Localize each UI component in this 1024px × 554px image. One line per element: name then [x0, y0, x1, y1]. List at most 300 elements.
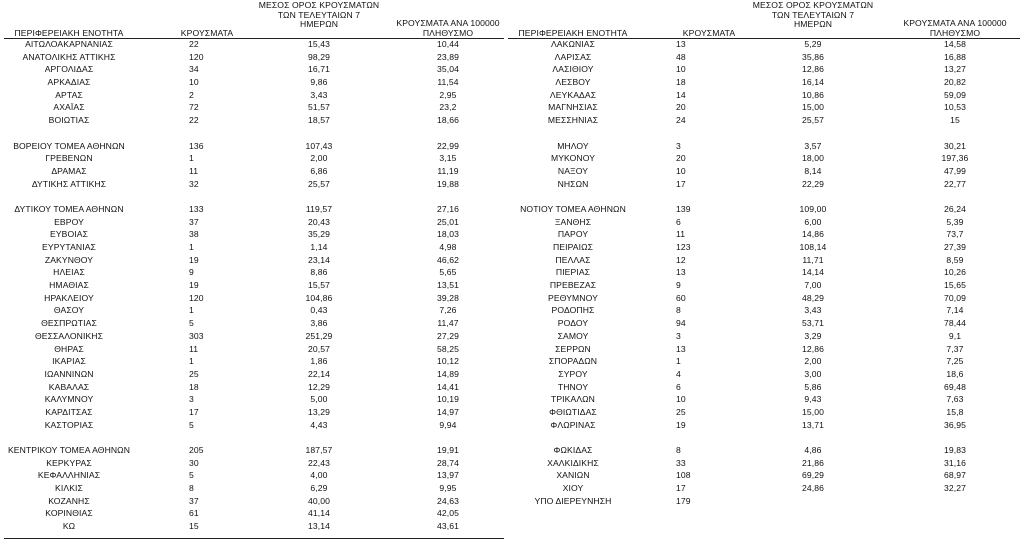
cell-region: ΣΥΡΟΥ: [558, 368, 588, 379]
table-row: [508, 165, 1022, 178]
cell-region: ΞΑΝΘΗΣ: [554, 216, 592, 227]
cell-region: ΛΑΣΙΘΙΟΥ: [552, 64, 594, 75]
cell-avg: 13,71: [801, 419, 824, 430]
cell-avg: 10,86: [801, 89, 824, 100]
cell-avg: 0,43: [310, 305, 328, 316]
cell-per100k: 24,63: [436, 495, 459, 506]
cell-cases: 6: [676, 381, 681, 392]
cell-per100k: 7,25: [946, 356, 964, 367]
header-avg: ΜΕΣΟΣ ΟΡΟΣ ΚΡΟΥΣΜΑΤΩΝ ΤΩΝ ΤΕΛΕΥΤΑΙΩΝ 7 ΗΜΕΡΩΝ: [258, 0, 380, 29]
cell-cases: 22: [189, 115, 199, 126]
cell-avg: 20,57: [307, 343, 330, 354]
cell-region: ΑΙΤΩΛΟΑΚΑΡΝΑΝΙΑΣ: [25, 39, 113, 49]
bottom-rule: [4, 538, 504, 539]
cell-region: ΔΡΑΜΑΣ: [51, 165, 87, 176]
cell-avg: 15,57: [307, 280, 330, 291]
table-row: [508, 393, 1022, 406]
cell-per100k: 26,24: [943, 203, 966, 214]
cell-region: ΝΗΣΩΝ: [557, 178, 589, 189]
table-row: [4, 63, 504, 76]
cell-avg: 41,14: [307, 508, 330, 519]
cell-region: ΛΕΣΒΟΥ: [555, 77, 591, 88]
cell-cases: 94: [676, 318, 686, 329]
cell-per100k: 27,39: [943, 242, 966, 252]
cell-avg: 1,86: [310, 356, 328, 367]
table-row: [508, 482, 1022, 495]
table-row: [508, 292, 1022, 305]
table-row: [508, 343, 1022, 356]
cell-per100k: 4,98: [439, 242, 457, 252]
cell-cases: 136: [189, 140, 204, 151]
table-row: [508, 330, 1022, 343]
cell-region: ΚΟΡΙΝΘΙΑΣ: [45, 508, 93, 519]
cell-cases: 10: [676, 165, 686, 176]
cell-cases: 60: [676, 292, 686, 303]
table-row: [4, 330, 504, 343]
table-row: [4, 317, 504, 330]
cell-cases: 25: [189, 368, 199, 379]
cell-avg: 14,14: [801, 267, 824, 278]
table-row: [508, 140, 1022, 153]
table-row: [508, 304, 1022, 317]
cell-region: ΠΕΙΡΑΙΩΣ: [552, 242, 594, 252]
cell-per100k: 14,89: [436, 368, 459, 379]
cell-avg: 251,29: [305, 330, 333, 341]
cell-region: ΣΕΡΡΩΝ: [555, 343, 591, 354]
cell-per100k: 14,97: [436, 406, 459, 417]
cell-cases: 179: [676, 495, 691, 506]
cell-region: ΒΟΙΩΤΙΑΣ: [48, 115, 90, 126]
table-row: [508, 228, 1022, 241]
cell-avg: 16,71: [307, 64, 330, 75]
table-row: [4, 355, 504, 368]
cell-avg: 35,29: [307, 229, 330, 240]
cell-region: ΘΕΣΣΑΛΟΝΙΚΗΣ: [34, 330, 104, 341]
cell-per100k: 30,21: [943, 140, 966, 151]
cell-avg: 98,29: [307, 51, 330, 62]
table-row: [4, 228, 504, 241]
cell-per100k: 10,19: [436, 394, 459, 405]
cell-avg: 8,86: [310, 267, 328, 278]
cell-region: ΗΛΕΙΑΣ: [53, 267, 85, 278]
cell-region: ΚΑΒΑΛΑΣ: [48, 381, 90, 392]
cell-cases: 8: [676, 445, 681, 455]
table-row: [508, 457, 1022, 470]
cell-region: ΚΟΖΑΝΗΣ: [48, 495, 90, 506]
cell-avg: 4,86: [804, 445, 822, 455]
cell-cases: 13: [676, 343, 686, 354]
cell-avg: 3,00: [804, 368, 822, 379]
cell-per100k: 13,97: [436, 470, 459, 481]
cell-per100k: 10,53: [943, 102, 966, 113]
cell-avg: 16,14: [801, 77, 824, 88]
cell-region: ΜΑΓΝΗΣΙΑΣ: [548, 102, 598, 113]
cell-avg: 108,14: [799, 242, 827, 252]
header-region: ΠΕΡΙΦΕΡΕΙΑΚΗ ΕΝΟΤΗΤΑ: [14, 28, 124, 38]
cell-cases: 9: [189, 267, 194, 278]
cell-avg: 9,43: [804, 394, 822, 405]
cell-per100k: 43,61: [436, 521, 459, 532]
cell-region: ΕΥΡΥΤΑΝΙΑΣ: [42, 242, 96, 252]
cell-cases: 25: [676, 406, 686, 417]
cell-region: ΦΛΩΡΙΝΑΣ: [550, 419, 596, 430]
cell-avg: 6,00: [804, 216, 822, 227]
cell-cases: 14: [676, 89, 686, 100]
cell-per100k: 15: [950, 115, 960, 126]
header-per100k: ΚΡΟΥΣΜΑΤΑ ΑΝΑ 100000 ΠΛΗΘΥΣΜΟ: [396, 18, 500, 38]
table-row: [508, 190, 1022, 203]
cell-per100k: 27,29: [436, 330, 459, 341]
table-row: [4, 114, 504, 127]
cell-cases: 17: [676, 178, 686, 189]
cell-avg: 13,29: [307, 406, 330, 417]
table-row: [4, 38, 504, 51]
table-row: [4, 266, 504, 279]
cell-avg: 20,43: [307, 216, 330, 227]
cell-cases: 18: [189, 381, 199, 392]
cell-per100k: 14,58: [943, 39, 966, 49]
cell-per100k: 15,8: [946, 406, 964, 417]
cell-region: ΡΕΘΥΜΝΟΥ: [548, 292, 598, 303]
table-row: [4, 241, 504, 254]
cell-per100k: 58,25: [436, 343, 459, 354]
table-row: [508, 419, 1022, 432]
table-row: [508, 279, 1022, 292]
cell-cases: 15: [189, 521, 199, 532]
cell-avg: 18,57: [307, 115, 330, 126]
table-row: [508, 406, 1022, 419]
cell-avg: 15,00: [801, 102, 824, 113]
cell-per100k: 10,44: [436, 39, 459, 49]
cell-cases: 37: [189, 216, 199, 227]
cell-per100k: 18,6: [946, 368, 964, 379]
cell-region: ΣΠΟΡΑΔΩΝ: [548, 356, 598, 367]
cell-region: ΠΕΛΛΑΣ: [555, 254, 591, 265]
cell-per100k: 35,04: [436, 64, 459, 75]
cell-cases: 3: [189, 394, 194, 405]
cell-avg: 11,71: [802, 254, 824, 265]
cell-per100k: 78,44: [943, 318, 966, 329]
cell-per100k: 10,26: [943, 267, 966, 278]
cell-region: ΚΕΡΚΥΡΑΣ: [46, 457, 92, 468]
cell-region: ΝΟΤΙΟΥ ΤΟΜΕΑ ΑΘΗΝΩΝ: [520, 203, 626, 214]
cell-region: ΚΩ: [62, 521, 76, 532]
cell-region: ΖΑΚΥΝΘΟΥ: [44, 254, 94, 265]
cell-cases: 11: [189, 343, 199, 354]
table-row: [4, 431, 504, 444]
cell-region: ΝΑΞΟΥ: [557, 165, 589, 176]
cell-cases: 33: [676, 457, 686, 468]
cell-region: ΑΡΤΑΣ: [55, 89, 83, 100]
cell-cases: 8: [189, 483, 194, 494]
cell-region: ΛΑΚΩΝΙΑΣ: [550, 39, 596, 49]
cell-avg: 8,14: [804, 165, 822, 176]
cell-region: ΒΟΡΕΙΟΥ ΤΟΜΕΑ ΑΘΗΝΩΝ: [13, 140, 125, 151]
cell-avg: 104,86: [305, 292, 333, 303]
cell-cases: 1: [189, 305, 194, 316]
cell-avg: 48,29: [801, 292, 824, 303]
cell-region: ΛΕΥΚΑΔΑΣ: [549, 89, 597, 100]
table-row: [4, 140, 504, 153]
cell-avg: 53,71: [801, 318, 824, 329]
table-row: [4, 203, 504, 216]
cell-region: ΜΗΛΟΥ: [557, 140, 589, 151]
cell-region: ΓΡΕΒΕΝΩΝ: [45, 153, 93, 164]
cell-per100k: 23,89: [436, 51, 459, 62]
cell-avg: 5,86: [804, 381, 822, 392]
cell-region: ΧΑΝΙΩΝ: [556, 470, 590, 481]
cell-per100k: 39,28: [436, 292, 459, 303]
cell-region: ΣΑΜΟΥ: [557, 330, 589, 341]
table-row: [4, 292, 504, 305]
cell-region: ΕΥΒΟΙΑΣ: [49, 229, 88, 240]
cell-avg: 15,00: [801, 406, 824, 417]
cell-avg: 4,43: [310, 419, 328, 430]
table-row: [508, 127, 1022, 140]
table-row: [508, 266, 1022, 279]
cell-region: ΚΕΝΤΡΙΚΟΥ ΤΟΜΕΑ ΑΘΗΝΩΝ: [7, 445, 131, 455]
table-row: [4, 368, 504, 381]
table-row: [508, 444, 1022, 457]
cell-cases: 4: [676, 368, 681, 379]
table-row: [508, 178, 1022, 191]
table-row: [508, 203, 1022, 216]
cell-cases: 10: [676, 64, 686, 75]
table-row: [508, 368, 1022, 381]
cell-region: ΡΟΔΟΠΗΣ: [551, 305, 595, 316]
cell-avg: 7,00: [804, 280, 822, 291]
cell-per100k: 42,05: [436, 508, 459, 519]
cell-cases: 6: [676, 216, 681, 227]
table-row: [4, 381, 504, 394]
table-row: [508, 114, 1022, 127]
table-row: [4, 178, 504, 191]
cell-per100k: 23,2: [439, 102, 457, 113]
cell-per100k: 197,36: [941, 153, 969, 164]
table-row: [4, 101, 504, 114]
cell-cases: 3: [676, 140, 681, 151]
table-row: [4, 406, 504, 419]
table-row: [4, 520, 504, 533]
header-region: ΠΕΡΙΦΕΡΕΙΑΚΗ ΕΝΟΤΗΤΑ: [518, 28, 628, 38]
cell-avg: 187,57: [305, 445, 333, 455]
cell-region: ΦΘΙΩΤΙΔΑΣ: [549, 406, 597, 417]
cell-cases: 19: [189, 280, 199, 291]
cell-region: ΘΑΣΟΥ: [53, 305, 85, 316]
cell-avg: 12,29: [307, 381, 330, 392]
table-row: [508, 381, 1022, 394]
table-row: [4, 444, 504, 457]
cell-per100k: 19,88: [436, 178, 459, 189]
cell-cases: 37: [189, 495, 199, 506]
cell-avg: 6,29: [310, 483, 328, 494]
cell-region: ΤΡΙΚΑΛΩΝ: [550, 394, 595, 405]
cell-cases: 32: [189, 178, 199, 189]
cell-region: ΧΙΟΥ: [562, 483, 584, 494]
cell-region: ΕΒΡΟΥ: [54, 216, 84, 227]
cell-avg: 3,43: [310, 89, 328, 100]
cell-per100k: 28,74: [436, 457, 459, 468]
header-per100k: ΚΡΟΥΣΜΑΤΑ ΑΝΑ 100000 ΠΛΗΘΥΣΜΟ: [903, 18, 1007, 38]
left-table-header: [4, 0, 504, 38]
cell-avg: 107,43: [305, 140, 333, 151]
cell-per100k: 18,03: [436, 229, 459, 240]
table-row: [4, 482, 504, 495]
cell-avg: 23,14: [307, 254, 330, 265]
cell-cases: 19: [189, 254, 199, 265]
table-row: [508, 254, 1022, 267]
cell-per100k: 70,09: [943, 292, 966, 303]
cell-cases: 11: [676, 229, 686, 240]
cell-per100k: 36,95: [943, 419, 966, 430]
table-row: [508, 63, 1022, 76]
cell-region: ΜΕΣΣΗΝΙΑΣ: [547, 115, 599, 126]
cell-cases: 13: [676, 39, 686, 49]
cell-per100k: 7,14: [946, 305, 964, 316]
cell-per100k: 13,27: [943, 64, 966, 75]
cell-per100k: 22,99: [436, 140, 459, 151]
cell-avg: 14,86: [801, 229, 824, 240]
cell-per100k: 32,27: [943, 483, 966, 494]
cell-cases: 22: [189, 39, 199, 49]
cell-cases: 120: [189, 51, 204, 62]
cell-avg: 3,43: [804, 305, 822, 316]
cell-cases: 3: [676, 330, 681, 341]
table-row: [508, 216, 1022, 229]
cell-avg: 12,86: [801, 343, 824, 354]
table-row: [4, 76, 504, 89]
cell-cases: 17: [189, 406, 199, 417]
cell-region: ΠΑΡΟΥ: [557, 229, 589, 240]
cell-per100k: 73,7: [946, 229, 964, 240]
cell-cases: 17: [676, 483, 686, 494]
cell-per100k: 10,12: [436, 356, 459, 367]
cell-avg: 13,14: [307, 521, 330, 532]
cell-region: ΜΥΚΟΝΟΥ: [550, 153, 596, 164]
cell-region: ΤΗΝΟΥ: [557, 381, 589, 392]
cell-cases: 10: [676, 394, 686, 405]
cell-cases: 8: [676, 305, 681, 316]
cell-region: ΙΩΑΝΝΙΝΩΝ: [44, 368, 94, 379]
cell-per100k: 7,26: [439, 305, 457, 316]
cell-region: ΗΡΑΚΛΕΙΟΥ: [44, 292, 94, 303]
cell-cases: 38: [189, 229, 199, 240]
cell-region: ΚΕΦΑΛΛΗΝΙΑΣ: [37, 470, 101, 481]
table-row: [4, 127, 504, 140]
cell-avg: 119,57: [305, 203, 333, 214]
cell-region: ΛΑΡΙΣΑΣ: [554, 51, 592, 62]
table-row: [508, 152, 1022, 165]
cell-cases: 108: [676, 470, 691, 481]
cell-cases: 13: [676, 267, 686, 278]
cell-per100k: 5,39: [946, 216, 964, 227]
cell-per100k: 27,16: [436, 203, 459, 214]
cell-region: ΔΥΤΙΚΗΣ ΑΤΤΙΚΗΣ: [31, 178, 107, 189]
cell-region: ΔΥΤΙΚΟΥ ΤΟΜΕΑ ΑΘΗΝΩΝ: [14, 203, 124, 214]
cell-cases: 9: [676, 280, 681, 291]
cell-per100k: 2,95: [439, 89, 457, 100]
cell-avg: 2,00: [310, 153, 328, 164]
cell-cases: 5: [189, 419, 194, 430]
cell-per100k: 11,19: [437, 165, 459, 176]
left-table-body: [4, 38, 504, 533]
cell-cases: 10: [189, 77, 199, 88]
table-row: [4, 343, 504, 356]
cell-cases: 61: [189, 508, 199, 519]
cell-avg: 1,14: [310, 242, 328, 252]
right-table-header: [508, 0, 1022, 38]
cell-cases: 303: [189, 330, 204, 341]
cell-per100k: 47,99: [943, 165, 966, 176]
table-row: [4, 152, 504, 165]
cell-cases: 1: [189, 153, 194, 164]
cell-per100k: 31,16: [943, 457, 966, 468]
cell-cases: 2: [189, 89, 194, 100]
cell-avg: 5,00: [310, 394, 328, 405]
table-row: [4, 495, 504, 508]
table-row: [4, 419, 504, 432]
cell-per100k: 25,01: [436, 216, 459, 227]
cell-region: ΧΑΛΚΙΔΙΚΗΣ: [547, 457, 599, 468]
cell-avg: 9,86: [310, 77, 328, 88]
cell-avg: 12,86: [801, 64, 824, 75]
table-row: [508, 241, 1022, 254]
cell-per100k: 68,97: [943, 470, 966, 481]
cell-per100k: 20,82: [943, 77, 966, 88]
table-row: [508, 101, 1022, 114]
table-row: [4, 457, 504, 470]
table-row: [4, 89, 504, 102]
cell-cases: 133: [189, 203, 204, 214]
table-row: [508, 431, 1022, 444]
cell-per100k: 8,59: [946, 254, 964, 265]
table-row: [508, 38, 1022, 51]
cell-cases: 1: [189, 356, 194, 367]
cell-per100k: 7,37: [946, 343, 964, 354]
cell-region: ΘΕΣΠΡΩΤΙΑΣ: [41, 318, 97, 329]
cell-avg: 6,86: [310, 165, 328, 176]
cell-region: ΙΚΑΡΙΑΣ: [52, 356, 86, 367]
cell-avg: 3,29: [804, 330, 822, 341]
cell-avg: 22,43: [307, 457, 330, 468]
table-row: [4, 254, 504, 267]
cell-avg: 22,14: [307, 368, 330, 379]
table-row: [508, 355, 1022, 368]
cell-per100k: 14,41: [436, 381, 459, 392]
cell-per100k: 13,51: [436, 280, 459, 291]
cell-cases: 30: [189, 457, 199, 468]
table-row: [508, 76, 1022, 89]
cell-per100k: 7,63: [946, 394, 964, 405]
cell-cases: 5: [189, 470, 194, 481]
cell-cases: 1: [676, 356, 681, 367]
cell-avg: 40,00: [307, 495, 330, 506]
cell-avg: 109,00: [799, 203, 827, 214]
cell-avg: 25,57: [307, 178, 330, 189]
table-row: [508, 469, 1022, 482]
cell-per100k: 3,15: [439, 153, 457, 164]
cell-cases: 48: [676, 51, 686, 62]
cell-avg: 24,86: [801, 483, 824, 494]
cell-per100k: 9,94: [439, 419, 457, 430]
cell-per100k: 18,66: [436, 115, 459, 126]
cell-region: ΠΡΕΒΕΖΑΣ: [549, 280, 597, 291]
cell-cases: 19: [676, 419, 686, 430]
table-row: [4, 51, 504, 64]
cell-avg: 51,57: [307, 102, 330, 113]
cell-region: ΚΙΛΚΙΣ: [55, 483, 83, 494]
left-table: [4, 0, 504, 533]
